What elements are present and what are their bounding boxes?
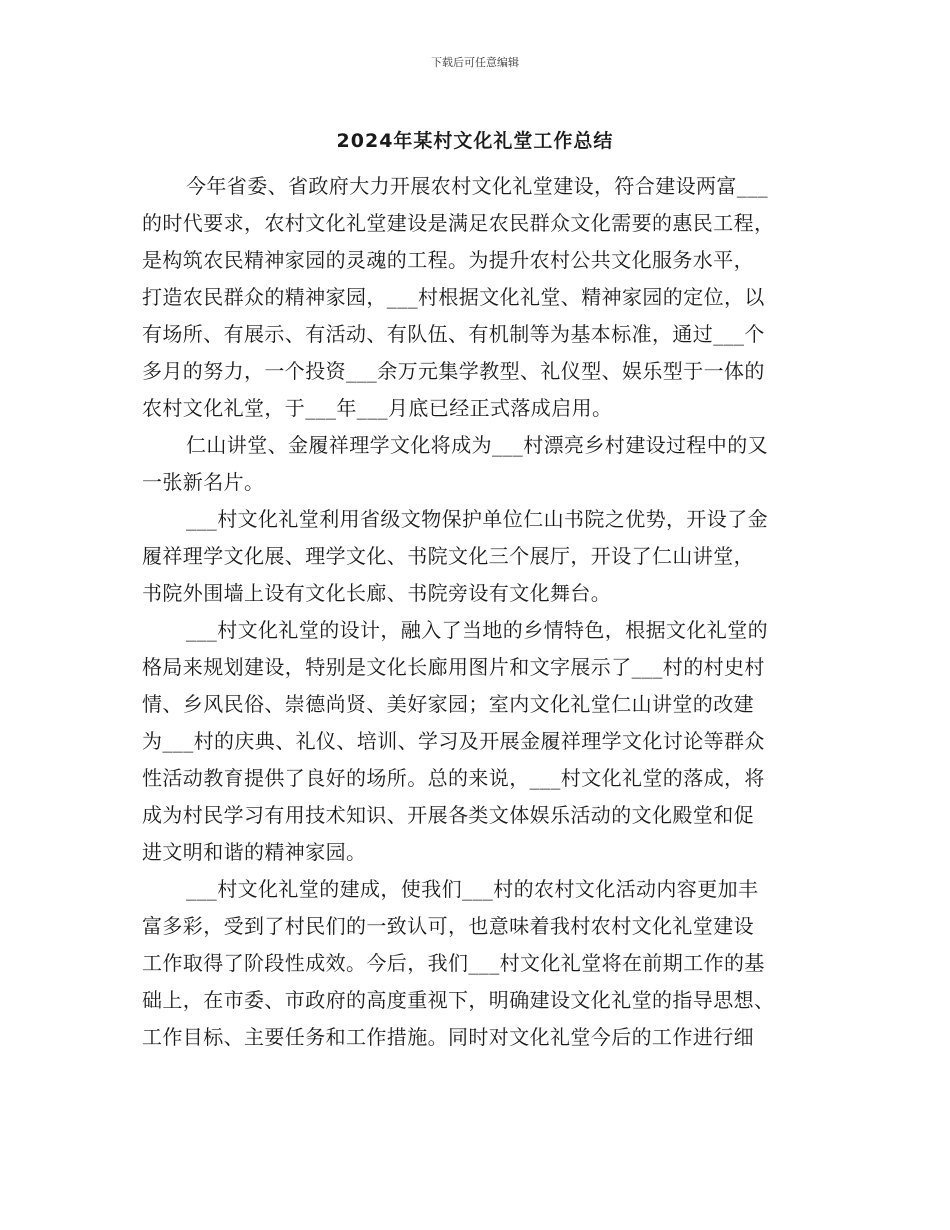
text-line: 情、乡风民俗、崇德尚贤、美好家园；室内文化礼堂仁山讲堂的改建 — [142, 692, 754, 716]
text-line: 打造农民群众的精神家园，___村根据文化礼堂、精神家园的定位，以 — [142, 285, 765, 309]
text-line: 是构筑农民精神家园的灵魂的工程。为提升农村公共文化服务水平， — [142, 248, 754, 272]
text-line: 履祥理学文化展、理学文化、书院文化三个展厅，开设了仁山讲堂， — [142, 544, 754, 568]
text-line: 的时代要求，农村文化礼堂建设是满足农民群众文化需要的惠民工程， — [142, 211, 775, 235]
paragraph — [142, 168, 814, 427]
text-line: 工作取得了阶段性成效。今后，我们___村文化礼堂将在前期工作的基 — [142, 951, 765, 975]
text-line: 一张新名片。 — [142, 470, 265, 494]
page-header: 下载后可任意编辑 — [431, 56, 519, 69]
text-line: 富多彩，受到了村民们的一致认可，也意味着我村农村文化礼堂建设 — [142, 914, 754, 938]
text-line: 进文明和谐的精神家园。 — [142, 840, 367, 864]
paragraph — [142, 501, 814, 612]
paragraph — [142, 612, 814, 871]
text-line: 成为村民学习有用技术知识、开展各类文体娱乐活动的文化殿堂和促 — [142, 803, 754, 827]
text-line: 有场所、有展示、有活动、有队伍、有机制等为基本标准，通过___个 — [142, 322, 765, 346]
text-line: 仁山讲堂、金履祥理学文化将成为___村漂亮乡村建设过程中的又 — [186, 433, 768, 457]
text-line: 为___村的庆典、礼仪、培训、学习及开展金履祥理学文化讨论等群众 — [142, 729, 765, 753]
text-line: 多月的努力，一个投资___余万元集学教型、礼仪型、娱乐型于一体的 — [142, 359, 765, 383]
paragraph — [142, 427, 814, 501]
text-line: 农村文化礼堂，于___年___月底已经正式落成启用。 — [142, 396, 613, 420]
paragraph — [142, 871, 814, 1056]
text-line: ___村文化礼堂的设计，融入了当地的乡情特色，根据文化礼堂的 — [186, 618, 768, 642]
document-body — [142, 168, 814, 1056]
text-line: ___村文化礼堂的建成，使我们___村的农村文化活动内容更加丰 — [186, 877, 759, 901]
text-line: 工作目标、主要任务和工作措施。同时对文化礼堂今后的工作进行细 — [142, 1025, 754, 1049]
document-title: 2024年某村文化礼堂工作总结 — [336, 130, 614, 152]
text-line: 今年省委、省政府大力开展农村文化礼堂建设，符合建设两富___ — [186, 174, 768, 198]
text-line: 格局来规划建设，特别是文化长廊用图片和文字展示了___村的村史村 — [142, 655, 765, 679]
text-line: ___村文化礼堂利用省级文物保护单位仁山书院之优势，开设了金 — [186, 507, 768, 531]
text-line: 性活动教育提供了良好的场所。总的来说，___村文化礼堂的落成，将 — [142, 766, 765, 790]
text-line: 书院外围墙上设有文化长廊、书院旁设有文化舞台。 — [142, 581, 612, 605]
text-line: 础上，在市委、市政府的高度重视下，明确建设文化礼堂的指导思想、 — [142, 988, 775, 1012]
